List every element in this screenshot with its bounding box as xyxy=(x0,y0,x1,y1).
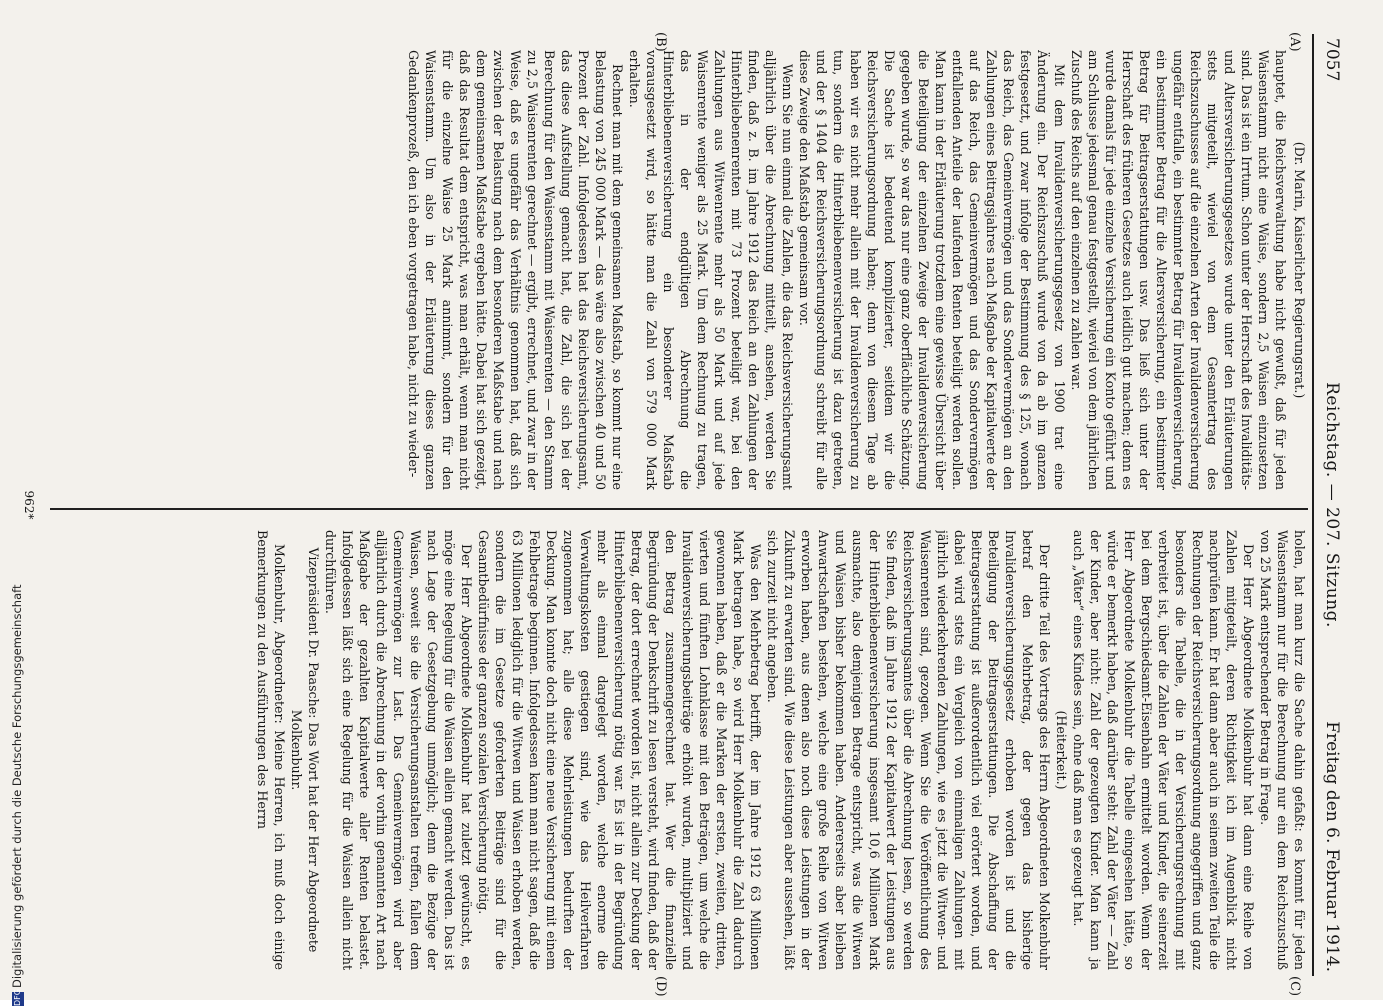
marker-b: (B) xyxy=(653,32,668,52)
column-divider xyxy=(50,508,1308,510)
dfg-logo: DFG xyxy=(12,989,22,1006)
page-header xyxy=(1314,30,1342,980)
col-left-p1: hauptet, die Reichsverwaltung habe nicht gewußt, daß für jeden Waisenstamm nicht eine Waise, sondern 2,5 Waisen einzusetzen sind. Das ist ein Irrtum. Schon unter der Herrschaft des Invaliditäts- und Altersversicherungsgesetzes wurde unter den Erläuterungen stets mitgeteilt, wieviel von dem Gesamtertrag des Reichszuschusses auf die einzelnen Arten der Invalidenversicherung ungefähr entfalle, ein bestimmter Betrag für Invalidenversicherung, ein bestimmter Betrag für die Altersversicherung, ein bestimmter Betrag für Beitragserstattungen usw. Das ließ sich unter der Herrschaft des früheren Gesetzes auch leidlich gut machen; denn es wurde damals für jede einzelne Versicherung ein Konto geführt und am Schlusse jedesmal genau festgestellt, wieviel von dem jährlichen Zuschuß des Reichs auf den einzelnen zu zahlen war. xyxy=(1069,50,1288,490)
col-right-p3: (Heiterkeit.) xyxy=(1054,710,1069,790)
col-left-p2: Mit dem Invalidenversicherungsgesetz von 1900 trat eine Änderung ein. Der Reichszuschuß wurde von da ab im ganzen festgesetzt, und zwar infolge der Bestimmung des § 125, wonach das Reich, das Gemeinvermögen und das Sondervermögen an den Zahlungen eines Beitragsjahres nach Maßgabe der Kapitalwerte der auf das Reich, das Gemeinvermögen und das Sondervermögen entfallenden Anteile der laufenden Renten beteiligt werden sollen. Man kann in der Erläuterung trotzdem eine gewisse Übersicht über die Beteiligung der einzelnen Zweige der Invalidenversicherung gegeben wurde, so war das nur eine ganz oberflächliche Schätzung. Die Sache ist bedeutend komplizierter, seitdem wir die Reichsversicherungsordnung haben; denn von diesem Tage ab haben wir es nicht mehr allein mit der Invalidenversicherung zu tun, sondern die Hinterbliebenenversicherung ist dazu getreten, und der § 1404 der Reichsversicherungsordnung schreibt für alle diese Zweige den Maßstab gemeinsam vor. xyxy=(797,50,1067,490)
document-page xyxy=(22,30,1348,997)
col-right-p2: Der Herr Abgeordnete Molkenbuhr hat dann eine Reihe von Zahlen mitgeteilt, deren Richtigkeit ich im Augenblick nicht nachprüfen kann. Er hat dann aber auch in seinem zweiten Teile die Rechnungen der Reichsversicherungsordnung angegriffen und ganz besonders die Tabelle, die in der Versicherungsrechnung mit verbreitet ist, über die Zahlen der Väter und Kinder, die seinerzeit bei dem Bergschiedsamt-Eisenbahn ermittelt worden. Wenn der Herr Abgeordnete Molkenbuhr die Tabelle eingesehen hätte, so würde er bemerkt haben, daß darüber steht: Zahl der Väter — Zahl der Kinder, aber nicht: Zahl der gezeugten Kinder. Man kann ja auch „Väter“ eines Kindes sein, ohne daß man es gezeugt hat. xyxy=(1071,530,1256,970)
marker-a: (A) xyxy=(1287,32,1302,52)
col-right-p8: Molkenbuhr, Abgeordneter: Meine Herren, ich muß doch einige Bemerkungen zu den Ausführungen des Herrn xyxy=(255,530,287,970)
speaker-tag: (Dr. Marin, Kaiserlicher Regierungsrat.) xyxy=(1292,141,1307,399)
col-left-p4: Rechnet man mit dem gemeinsamen Maßstab, so kommt nur eine Belastung von 245 000 Mark — das wäre also zwischen 40 und 50 Prozent der Zahl. Infolgedessen hat das Reichsversicherungsamt, das diese Aufstellung gemacht hat, die Zahl, die sich bei der Berechnung für den Waisenstamm mit Waisenrenten — den Stamm zu 2,5 Waisenrenten gerechnet — ergibt, errechnet, und zwar in der Weise, daß es ungefähr das Verhältnis genommen hat, daß sich zwischen der Belastung nach dem besonderen Maßstabe und nach dem gemeinsamen Maßstabe ergeben hätte. Dabei hat sich gezeigt, daß das Resultat dem entspricht, was man erhält, wenn man nicht für die einzelne Waise 25 Mark annimmt, sondern für den Waisenstamm. Um also in der Erläuterung dieses ganzen Gedankenprozeß, den ich eben vorgetragen habe, nicht zu wieder- xyxy=(406,50,625,490)
col-right-p5: Was den Mehrbetrag betrifft, der im Jahre 1912 63 Millionen Mark betragen habe, so wird Herr Molkenbuhr die Zahl dadurch gewonnen haben, daß er die Marken der ersten, zweiten, dritten, vierten und fünften Lohnklasse mit den Beträgen, um welche die Invalidenversicherungsbeiträge erhöht wurden, multipliziert und den Betrag zusammengerechnet hat. Wer die finanzielle Begründung der Denkschrift zu lesen versteht, wird finden, daß der Betrag, der dort errechnet worden ist, nicht allein zur Deckung der Hinterbliebenenversicherung nötig war. Es ist in der Begründung mehr als einmal dargelegt worden, welche enorme die Verwaltungskosten gestiegen sind, wie das Heilverfahren zugenommen hat; alle diese Mehrleistungen bedurften der Deckung. Man konnte doch nicht eine neue Versicherung mit einem Fehlbetrage beginnen. Infolgedessen kann man nicht sagen, daß die 63 Millionen lediglich für die Witwen und Waisen erhoben werden, sondern die im Gesetze geforderten Beiträge sind für die Gesamtbedürfnisse der ganzen sozialen Versicherung nötig. xyxy=(476,530,763,970)
column-right xyxy=(52,530,1308,970)
col-left-p3: Wenn Sie nun einmal die Zahlen, die das Reichsversicherungsamt alljährlich über die Abrechnung mitteilt, ansehen, werden Sie finden, daß z. B. im Jahre 1912 das Reich an den Zahlungen der Hinterbliebenenrenten mit 73 Prozent beteiligt war, bei den Zahlungen aus Witwenrente mehr als 50 Mark und auf jede Waisenrente weniger als 25 Mark. Um dem Rechnung zu tragen, das in der endgültigen Abrechnung die Hinterbliebenenversicherung ein besonderer Maßstab vorausgesetzt wird, so hätte man die Zahl von 579 000 Mark erhalten. xyxy=(627,50,795,490)
marker-c: (C) xyxy=(1287,976,1302,997)
column-left xyxy=(52,50,1308,490)
digitization-note-text: Digitalisierung gefördert durch die Deutsche Forschungsgemeinschaft xyxy=(10,584,24,988)
page-footer: 962* xyxy=(22,490,36,520)
header-rule xyxy=(1312,34,1314,976)
col-right-p7: Vizepräsident Dr. Paasche: Das Wort hat der Herr Abgeordnete Molkenbuhr. xyxy=(289,547,321,953)
col-right-p4: Der dritte Teil des Vortrags des Herrn Abgeordneten Molkenbuhr betraf den Mehrbetrag, der gegen das bisherige Invalidenversicherungsgesetz erhoben worden ist und die Beteiligung der Beitragserstattungen. Die Abschaffung der Beitragserstattung ist außerordentlich viel erörtert worden, und dabei wird stets ein Vergleich von einmaligen Zahlungen mit jährlich wiederkehrenden Zahlungen, wie es jetzt die Witwen- und Waisenrenten sind, gezogen. Wenn Sie die Veröffentlichung des Reichsversicherungsamtes über die Abrechnung lesen, so werden Sie finden, daß im Jahre 1912 der Kapitalwert der Leistungen aus der Hinterbliebenenversicherung insgesamt 10,6 Millionen Mark ausmachte, also demjenigen Betrage entspricht, was die Witwen und Waisen bisher bekommen haben. Andererseits aber bleiben Anwartschaften bestehen, welche eine große Reihe von Witwen erworben haben, aus denen also noch diese Leistungen in der Zukunft zu erwarten sind. Wie diese Leistungen aber aussehen, läßt sich zurzeit nicht angeben. xyxy=(765,530,1052,970)
session-title: Reichstag. — 207. Sitzung. xyxy=(1322,382,1342,628)
session-date: Freitag den 6. Februar 1914. xyxy=(1322,721,1342,972)
marker-d: (D) xyxy=(653,976,668,997)
col-right-p1: holen, hat man kurz die Sache dahin gefaßt: es kommt für jeden Waisenstamm nur für die Berechnung nur ein dem Reichszuschuß von 25 Mark entsprechender Betrag in Frage. xyxy=(1258,530,1307,970)
col-right-p6: Der Herr Abgeordnete Molkenbuhr hat zuletzt gewünscht, es möge eine Regelung für die Waisen allein gemacht werden. Das ist nach Lage der Gesetzgebung unmöglich; denn die Bezüge der Waisen, soweit sie die Versicherungsanstalten treffen, fallen dem Gemeinvermögen zur Last. Das Gemeinvermögen wird aber alljährlich durch die Abrechnung in der vorhin genannten Art nach Maßgabe der gezahlten Kapitalwerte aller Renten belastet. Infolgedessen läßt sich eine Regelung für die Waisen allein nicht durchführen. xyxy=(323,530,474,970)
page-number: 7057 xyxy=(1322,38,1342,82)
